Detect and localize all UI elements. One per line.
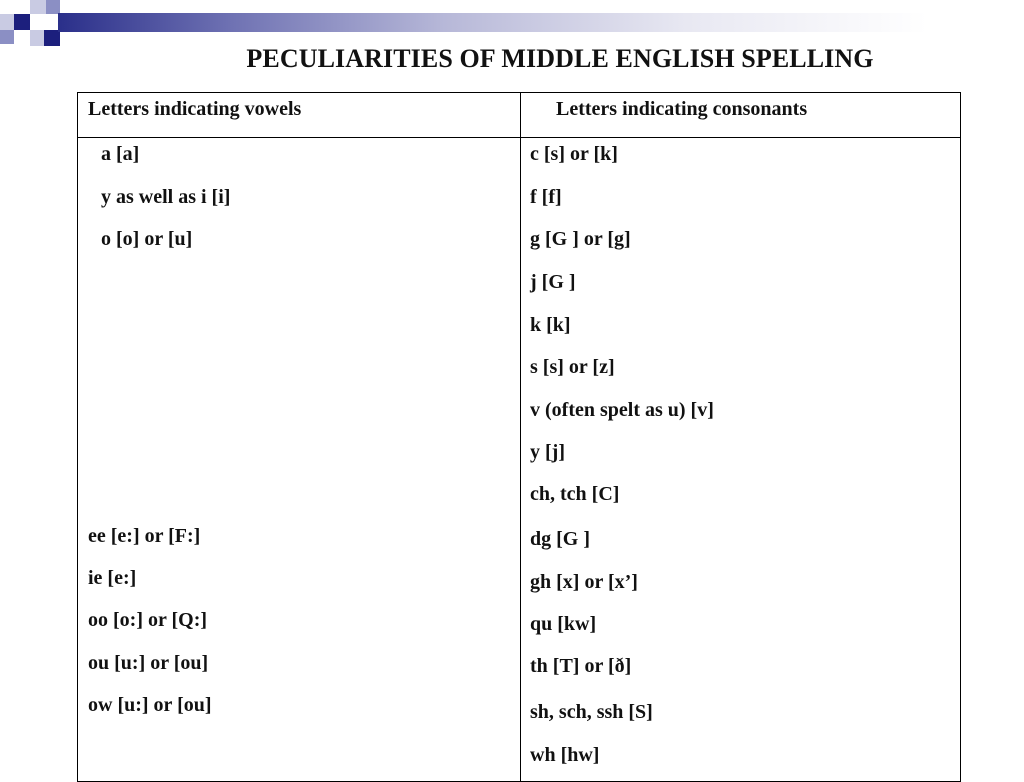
vowel-cell: a [a] (101, 143, 140, 165)
consonant-cell: y [j] (530, 441, 565, 463)
decor-square (0, 14, 14, 30)
consonant-cell: sh, sch, ssh [S] (530, 701, 653, 723)
consonant-cell: f [f] (530, 186, 562, 208)
consonant-cell: dg [G ] (530, 528, 590, 550)
consonant-cell: c [s] or [k] (530, 143, 618, 165)
header-gradient-bar (58, 13, 1024, 32)
consonant-cell: j [G ] (530, 271, 576, 293)
consonant-cell: s [s] or [z] (530, 356, 615, 378)
decor-square (0, 30, 14, 44)
table-header-divider (78, 137, 960, 138)
spelling-table (77, 92, 961, 782)
vowel-cell: ow [u:] or [ou] (88, 694, 212, 716)
decor-square (30, 0, 46, 14)
consonant-cell: wh [hw] (530, 744, 600, 766)
vowel-cell: ou [u:] or [ou] (88, 652, 209, 674)
vowel-cell: o [o] or [u] (101, 228, 193, 250)
page-title: PECULIARITIES OF MIDDLE ENGLISH SPELLING (246, 44, 874, 73)
vowel-cell: oo [o:] or [Q:] (88, 609, 208, 631)
consonant-cell: th [T] or [ð] (530, 655, 632, 677)
table-column-divider (520, 93, 521, 781)
consonant-cell: gh [x] or [x’] (530, 571, 638, 593)
consonant-cell: qu [kw] (530, 613, 597, 635)
vowel-cell: y as well as i [i] (101, 186, 231, 208)
vowels-column-header: Letters indicating vowels (88, 98, 302, 120)
decor-square (46, 0, 60, 14)
vowel-cell: ie [e:] (88, 567, 137, 589)
consonant-cell: g [G ] or [g] (530, 228, 631, 250)
header-decoration (0, 0, 1024, 50)
consonant-cell: v (often spelt as u) [v] (530, 399, 714, 421)
consonant-cell: k [k] (530, 314, 571, 336)
vowel-cell: ee [e:] or [F:] (88, 525, 201, 547)
consonant-cell: ch, tch [C] (530, 483, 620, 505)
decor-square (14, 14, 30, 30)
consonants-column-header: Letters indicating consonants (556, 98, 808, 120)
